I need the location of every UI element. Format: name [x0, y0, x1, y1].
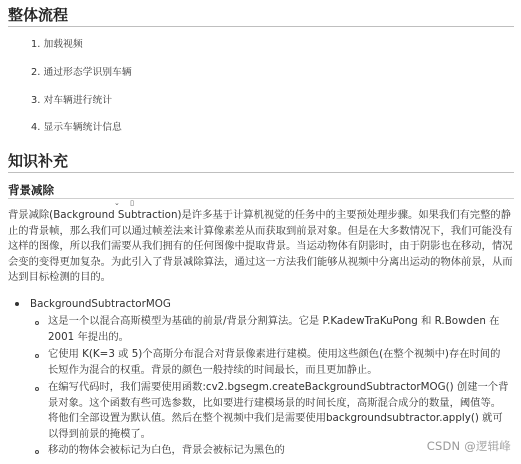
bullet-dot [15, 302, 19, 306]
bullet-item-mog: BackgroundSubtractorMOG [30, 298, 171, 310]
step-item: 3. 对车辆进行统计 [31, 95, 113, 106]
background-subtraction-paragraph: 背景减除(Background Subtraction)是许多基于计算机视觉的任务中的主要预处理步骤。如果我们有完整的静止的背景帧，那么我们可以通过帧差法来计算像素差从而获取到前景对象。但是在大多数情况下，我们可能没有这样的图像，所以我们需要从我们拥有的任何图像中提取背景。当运动物体有阴影时，由于阴影也在移动，情况会变的变得更加复杂。为此引入了背景减除算法，通过这一方法我们能够从视频中分离出运动的物体前景，从而达到目标检测的目的。 [8, 209, 513, 284]
sub-bullet-dot [35, 450, 39, 454]
sub-bullet-dot [35, 321, 39, 325]
sub-item: 在编写代码时，我们需要使用函数:cv2.bgsegm.createBackgroundSubtractorMOG() 创建一个背景对象。这个函数有些可选参数，比如要进行建模场景的时间长度，高斯混合成分的数量，阈值等。将他们全部设置为默认值。然后在整个视频中我们是需要使用backgroundsubtractor.apply() 就可以得到前景的掩模了。 [48, 381, 509, 440]
step-item: 1. 加载视频 [31, 39, 83, 50]
subsection-heading-background-subtraction: 背景减除 [8, 183, 54, 197]
section-heading-knowledge: 知识补充 [8, 152, 69, 170]
sub-item: 它使用 K(K=3 或 5)个高斯分布混合对背景像素进行建模。使用这些颜色(在整个视频中)存在时间的长短作为混合的权重。背景的颜色一般持续的时间最长，而且更加静止。 [48, 348, 501, 376]
sub-bullet-dot [35, 387, 39, 391]
step-item: 4. 显示车辆统计信息 [31, 122, 122, 133]
heading-divider [8, 26, 514, 27]
section-heading-overall-flow: 整体流程 [8, 6, 69, 24]
copy-icon[interactable]: ▯ [130, 199, 134, 207]
heading-divider [8, 172, 514, 173]
heading-toolbar [114, 199, 134, 207]
subheading-divider [8, 198, 514, 199]
sub-item: 这是一个以混合高斯模型为基础的前景/背景分割算法。它是 P.KadewTraKuPong 和 R.Bowden 在 2001 年提出的。 [48, 315, 500, 343]
collapse-icon[interactable]: ⌄ [114, 199, 120, 207]
step-item: 2. 通过形态学识别车辆 [31, 67, 132, 78]
sub-bullet-dot [35, 354, 39, 358]
csdn-watermark: CSDN @逻辑峰 [426, 439, 511, 453]
sub-item: 移动的物体会被标记为白色，背景会被标记为黑色的 [48, 444, 285, 456]
